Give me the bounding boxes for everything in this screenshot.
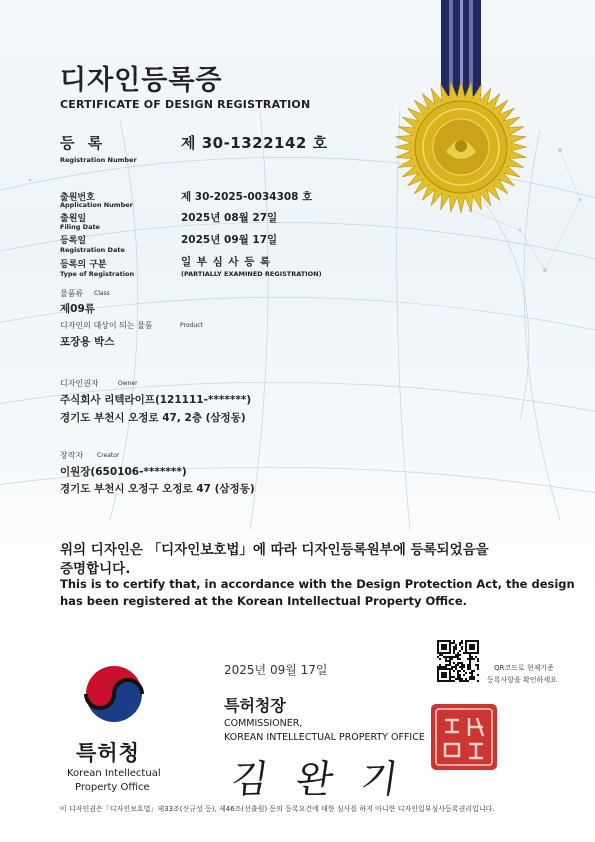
owner-name: 주식회사 리텍라이프(121111-*******) [60,394,252,406]
product-label-ko: 디자인의 대상이 되는 물품 [60,321,153,330]
creator-label-en: Creator [97,452,120,459]
qr-code-icon[interactable] [437,640,479,682]
reg-type-label-ko: 등록의 구분 [60,260,107,270]
creator-address: 경기도 부천시 오정구 오정로 47 (삼정동) [60,483,255,495]
commissioner-title-en-1: COMMISSIONER, [224,718,303,729]
certification-ko-line2: 증명합니다. [60,561,131,577]
official-red-stamp [429,702,499,772]
product-label-en: Product [180,322,203,329]
filing-label-ko: 출원일 [60,214,87,224]
reg-type-value-en: (PARTIALLY EXAMINED REGISTRATION) [181,270,322,278]
certification-en-line2: has been registered at the Korean Intellectual Property Office. [60,594,468,608]
certification-ko-line1: 위의 디자인은 「디자인보호법」에 따라 디자인등록원부에 등록되었음을 [60,542,489,558]
creator-label-ko: 창작자 [60,451,84,460]
reg-date-label-ko: 등록일 [60,236,87,246]
class-value: 제09류 [60,303,95,315]
agency-name-en-2: Property Office [75,782,150,793]
owner-address: 경기도 부천시 오정로 47, 2층 (삼정동) [60,412,246,424]
class-label-ko: 물품류 [60,289,84,298]
agency-name-ko: 특허청 [76,741,140,765]
reg-type-value-ko: 일 부 심 사 등 록 [181,256,272,268]
reg-type-label-en: Type of Registration [60,270,135,278]
footer-note: 이 디자인권은「디자인보호법」제33조(신규성 등), 제46조(선출원) 등의 등록요건에 대한 심사를 하지 아니한 디자인일부심사등록권리입니다. [60,805,495,813]
reg-date-label-en: Registration Date [60,246,125,254]
qr-caption-line2: 등록사항을 확인하세요 [487,676,557,684]
class-label-en: Class [94,290,110,297]
creator-name: 이원장(650106-*******) [60,466,187,478]
filing-label-en: Filing Date [60,223,100,231]
agency-name-en-1: Korean Intellectual [67,768,161,779]
application-label-ko: 출원번호 [60,193,95,203]
issue-date: 2025년 09월 17일 [224,663,328,677]
title-english: CERTIFICATE OF DESIGN REGISTRATION [60,98,311,111]
registration-label-en: Registration Number [60,156,137,164]
owner-label-en: Owner [118,380,138,387]
qr-caption-line1: QR코드로 현재기준 [494,664,554,672]
registration-label-ko: 등 록 [60,134,107,152]
kipo-logo-icon [80,660,148,728]
gold-seal [395,81,527,213]
registration-number: 제 30-1322142 호 [181,134,328,152]
application-label-en: Application Number [60,201,133,209]
commissioner-signature: 김 완 기 [228,757,409,801]
filing-date: 2025년 08월 27일 [181,212,278,224]
title-korean: 디자인등록증 [60,65,223,96]
application-number: 제 30-2025-0034308 호 [181,191,313,203]
commissioner-title-en-2: KOREAN INTELLECTUAL PROPERTY OFFICE [224,732,425,743]
certification-en-line1: This is to certify that, in accordance with the Design Protection Act, the design [60,577,575,591]
commissioner-title-ko: 특허청장 [224,696,286,715]
registration-date: 2025년 09월 17일 [181,234,278,246]
owner-label-ko: 디자인권자 [60,379,99,388]
product-value: 포장용 박스 [60,336,115,348]
